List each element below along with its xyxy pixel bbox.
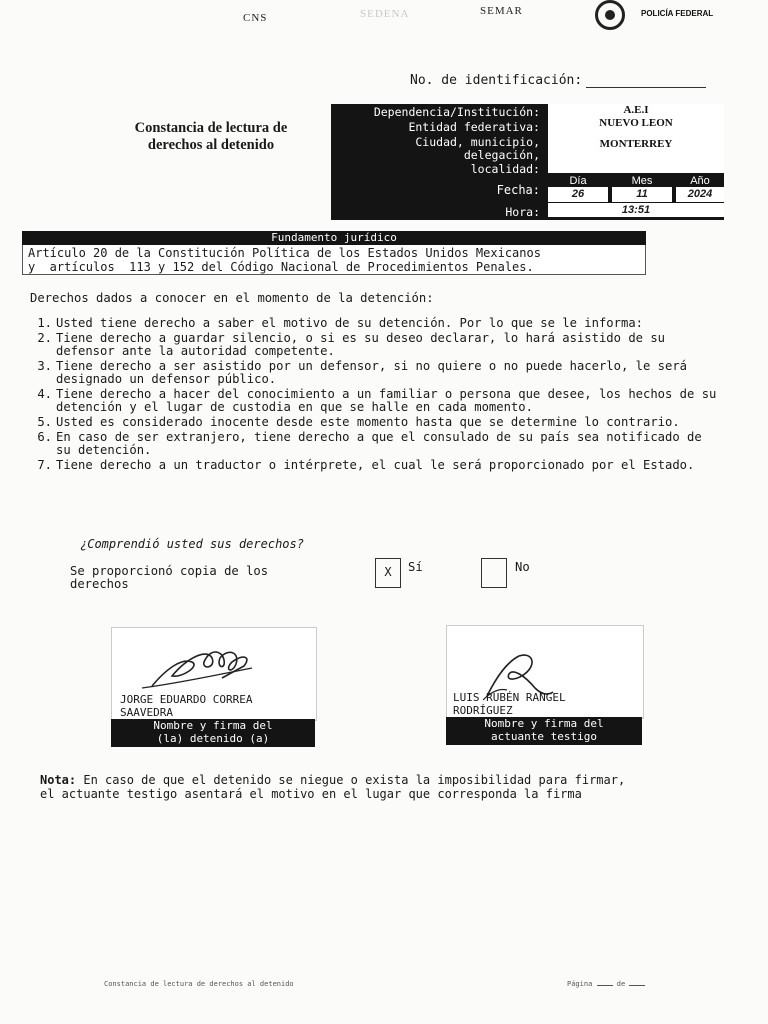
dia-value: 26 xyxy=(548,187,608,202)
detenido-caption-1: Nombre y firma del xyxy=(153,719,273,732)
ciudad-value: MONTERREY xyxy=(548,131,724,173)
anio-label: Año xyxy=(676,175,724,187)
document-title: Constancia de lectura de derechos al detenido xyxy=(134,120,288,153)
dependencia-value: A.E.I xyxy=(548,104,724,117)
si-label: Sí xyxy=(408,560,423,574)
right-item-5: 5. Usted es considerado inocente desde este momento hasta que se determine lo contrario. xyxy=(37,415,680,429)
identification-line xyxy=(410,73,706,88)
nota-block xyxy=(40,773,740,801)
nota-text-1: En caso de que el detenido se niegue o exista la imposibilidad para firmar, xyxy=(83,773,626,787)
footer-page-number xyxy=(597,985,613,986)
right-item-7: 7. Tiene derecho a un traductor o intérprete, el cual le será proporcionado por el Estado. xyxy=(37,458,695,472)
copia-label-2: derechos xyxy=(70,577,129,591)
dependencia-label: Dependencia/Institución: xyxy=(334,106,540,118)
footer-page-of: de xyxy=(616,980,626,988)
testigo-caption xyxy=(446,717,642,745)
rights-list xyxy=(30,317,718,472)
nota-label: Nota: xyxy=(40,773,77,787)
right-text: Usted es considerado inocente desde este momento hasta que se determine lo contrario. xyxy=(56,415,680,429)
policia-federal-seal-icon xyxy=(595,0,625,30)
right-item-4: 4. Tiene derecho a hacer del conocimiento a un familiar o persona que desee, los hechos de su detención y el lugar de custodia en que se halle en cada momento. xyxy=(37,387,717,414)
detenido-name-1: JORGE EDUARDO CORREA xyxy=(120,693,253,706)
entidad-value: NUEVO LEON xyxy=(548,117,724,131)
ciudad-label-3: localidad: xyxy=(334,163,540,175)
fundamento-line-1: Artículo 20 de la Constitución Política de los Estados Unidos Mexicanos xyxy=(28,246,541,260)
testigo-caption-1: Nombre y firma del xyxy=(484,717,604,730)
cns-logo: CNS xyxy=(243,12,268,24)
fundamento-header: Fundamento jurídico xyxy=(22,231,646,245)
testigo-name-1: LUIS RUBÉN RANGEL xyxy=(453,691,566,704)
right-text: Usted tiene derecho a saber el motivo de su detención. Por lo que se le informa: xyxy=(56,316,643,330)
detenido-signature-icon xyxy=(112,628,316,698)
ciudad-label-2: delegación, xyxy=(334,149,540,161)
testigo-caption-2: actuante testigo xyxy=(491,730,597,743)
rights-intro: Derechos dados a conocer en el momento de la detención: xyxy=(30,291,434,305)
testigo-name-2: RODRÍGUEZ xyxy=(453,704,513,717)
right-text: Tiene derecho a hacer del conocimiento a un familiar o persona que desee, los hechos de su detención y el lugar de custodia en que se halle en cada momento. xyxy=(56,387,717,414)
fundamento-line-2: y artículos 113 y 152 del Código Nacional de Procedimientos Penales. xyxy=(28,260,534,274)
right-item-6: 6. En caso de ser extranjero, tiene derecho a que el consulado de su país sea notificado de su detención. xyxy=(30,431,718,457)
ciudad-label-1: Ciudad, municipio, xyxy=(334,136,540,148)
right-text: Tiene derecho a un traductor o intérprete, el cual le será proporcionado por el Estado. xyxy=(56,458,695,472)
footer-doc-name: Constancia de lectura de derechos al detenido xyxy=(104,980,294,988)
detenido-caption xyxy=(111,719,315,747)
policia-federal-logo: POLICÍA FEDERAL xyxy=(641,9,714,18)
nota-line-1 xyxy=(40,773,740,787)
nota-text-2: el actuante testigo asentará el motivo en el lugar que corresponda la firma xyxy=(40,787,582,801)
right-text: Tiene derecho a ser asistido por un defensor, si no quiere o no puede hacerlo, le será designado un defensor público. xyxy=(56,359,688,386)
right-text: En caso de ser extranjero, tiene derecho a que el consulado de su país sea notificado de su detención. xyxy=(56,430,702,457)
mes-value: 11 xyxy=(612,187,672,202)
right-item-1: 1. Usted tiene derecho a saber el motivo de su detención. Por lo que se le informa: xyxy=(37,316,643,330)
detenido-name-2: SAAVEDRA xyxy=(120,706,173,719)
detenido-caption-2: (la) detenido (a) xyxy=(156,732,270,745)
comprehension-question: ¿Comprendió usted sus derechos? xyxy=(80,537,304,551)
hora-label: Hora: xyxy=(334,206,540,218)
right-item-2: 2. Tiene derecho a guardar silencio, o si es su deseo declarar, lo hará asistido de su defensor ante la autoridad competente. xyxy=(30,332,718,358)
right-text: Tiene derecho a guardar silencio, o si es su deseo declarar, lo hará asistido de su defensor ante la autoridad competente. xyxy=(56,331,666,358)
no-label: No xyxy=(515,560,530,574)
copia-label-1: Se proporcionó copia de los xyxy=(70,564,269,578)
footer-page-total xyxy=(629,985,645,986)
si-checkbox[interactable]: X xyxy=(375,558,401,588)
hora-value: 13:51 xyxy=(548,203,724,217)
fecha-label: Fecha: xyxy=(334,184,540,196)
anio-value: 2024 xyxy=(676,187,724,202)
identification-label: No. de identificación: xyxy=(410,73,583,88)
dia-label: Día xyxy=(548,175,608,187)
sedena-logo: SEDENA xyxy=(360,8,410,20)
footer-page-label: Página xyxy=(567,980,593,988)
identification-field[interactable] xyxy=(586,75,706,88)
right-item-3: 3. Tiene derecho a ser asistido por un defensor, si no quiere o no puede hacerlo, le será designado un defensor público. xyxy=(30,360,718,386)
no-checkbox[interactable] xyxy=(481,558,507,588)
footer-pagination xyxy=(567,980,645,988)
semar-logo: SEMAR xyxy=(480,5,523,17)
mes-label: Mes xyxy=(612,175,672,187)
entidad-label: Entidad federativa: xyxy=(334,121,540,133)
